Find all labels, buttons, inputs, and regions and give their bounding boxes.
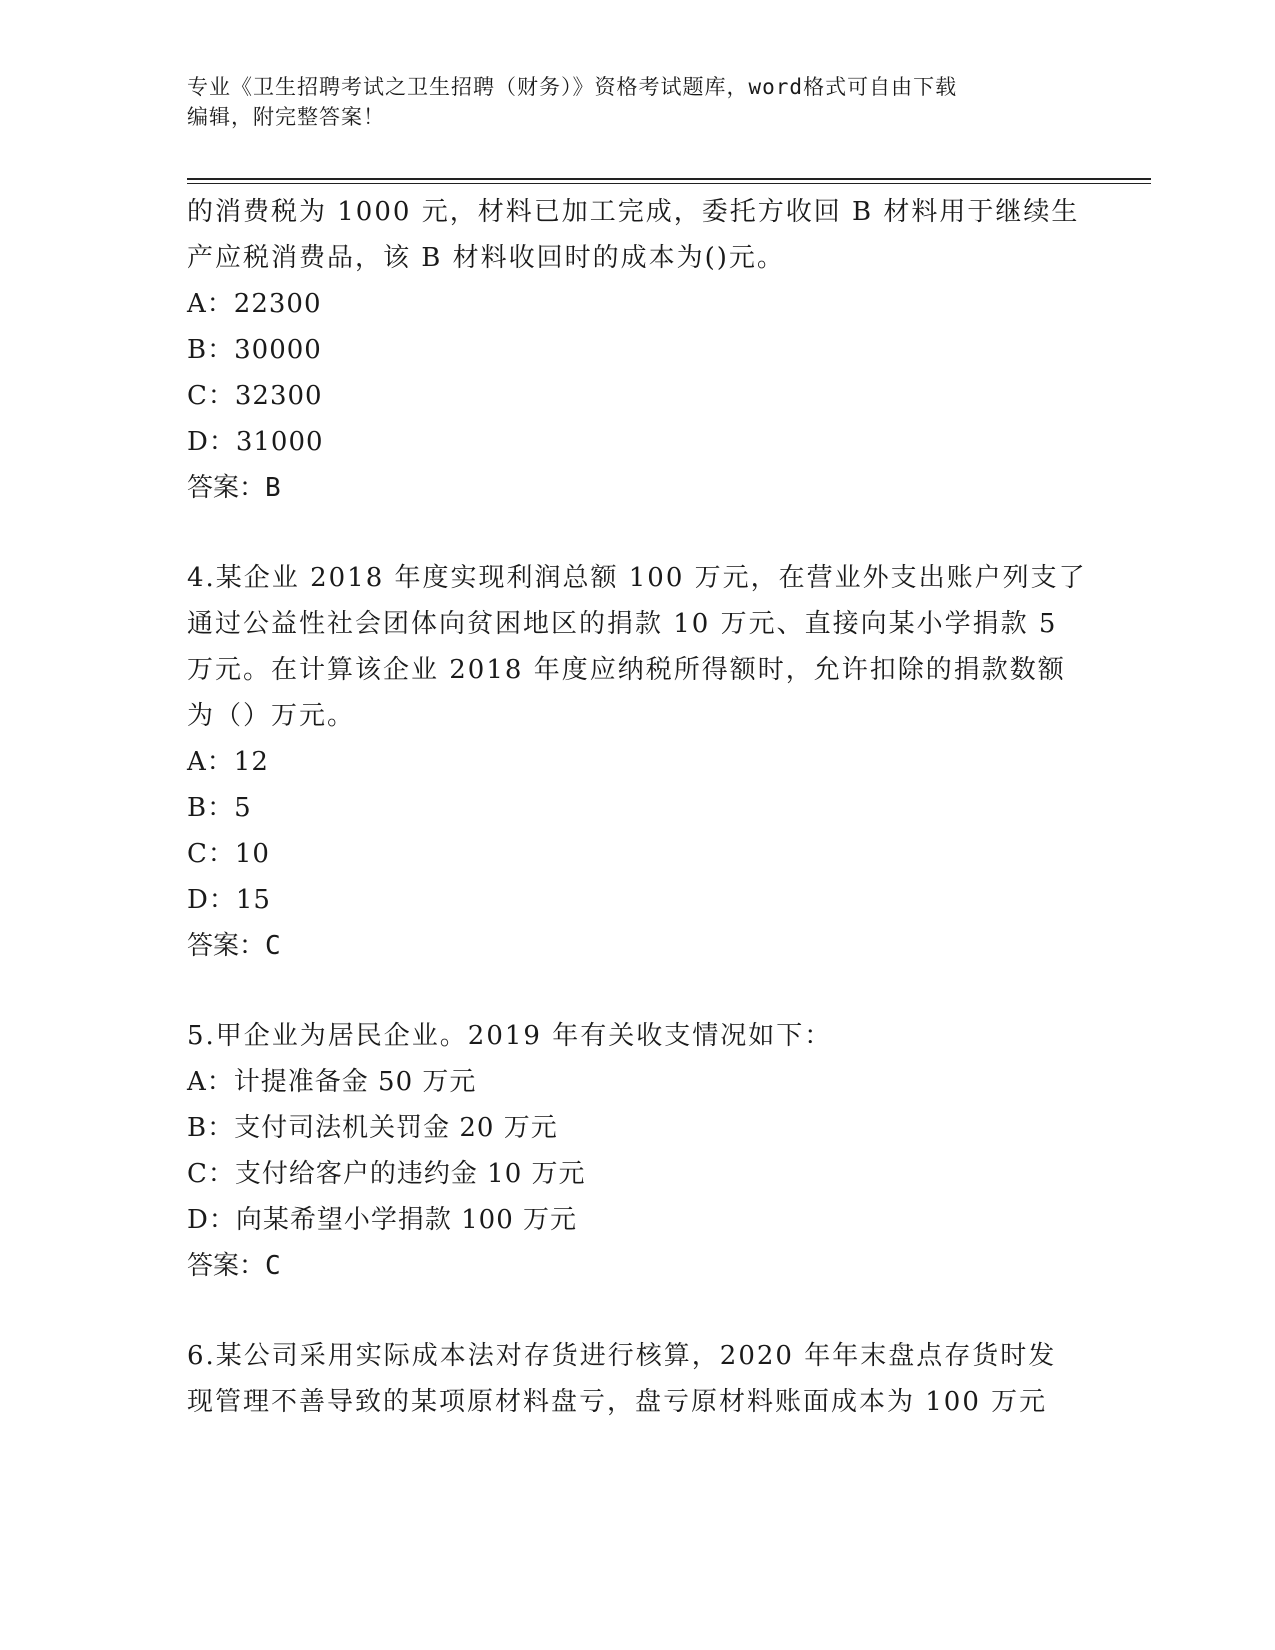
question-text-line: 6.某公司采用实际成本法对存货进行核算，2020 年年末盘点存货时发 — [187, 1341, 1057, 1371]
answer-label: 答案：C — [187, 931, 281, 961]
option-b: B：5 — [187, 793, 252, 823]
question-4 — [187, 555, 1087, 969]
option-b: B：30000 — [187, 335, 322, 365]
header-line-2: 编辑，附完整答案！ — [187, 105, 385, 129]
option-c: C：32300 — [187, 381, 323, 411]
question-6 — [187, 1333, 1087, 1425]
option-d: D：15 — [187, 885, 271, 915]
question-5 — [187, 1013, 1087, 1289]
option-a: A：12 — [187, 747, 269, 777]
question-text-line: 万元。在计算该企业 2018 年度应纳税所得额时，允许扣除的捐款数额 — [187, 655, 1066, 685]
option-b: B：支付司法机关罚金 20 万元 — [187, 1113, 558, 1143]
option-c: C：10 — [187, 839, 270, 869]
option-a: A：22300 — [187, 289, 322, 319]
header-divider-thin — [187, 183, 1151, 184]
question-text-line: 产应税消费品，该 B 材料收回时的成本为()元。 — [187, 243, 785, 273]
header-divider-thick — [187, 178, 1151, 180]
question-text-line: 5.甲企业为居民企业。2019 年有关收支情况如下： — [187, 1021, 833, 1051]
question-text-line: 为（）万元。 — [187, 701, 356, 731]
question-3 — [187, 189, 1087, 511]
answer-label: 答案：B — [187, 473, 281, 503]
question-text-line: 4.某企业 2018 年度实现利润总额 100 万元，在营业外支出账户列支了 — [187, 563, 1087, 593]
question-text-line: 通过公益性社会团体向贫困地区的捐款 10 万元、直接向某小学捐款 5 — [187, 609, 1058, 639]
question-list — [187, 189, 1087, 1425]
document-header — [187, 72, 1087, 132]
question-text-line: 的消费税为 1000 元，材料已加工完成，委托方收回 B 材料用于继续生 — [187, 197, 1080, 227]
option-d: D：向某希望小学捐款 100 万元 — [187, 1205, 578, 1235]
answer-label: 答案：C — [187, 1251, 281, 1281]
question-text-line: 现管理不善导致的某项原材料盘亏，盘亏原材料账面成本为 100 万元 — [187, 1387, 1048, 1417]
option-d: D：31000 — [187, 427, 324, 457]
header-line-1: 专业《卫生招聘考试之卫生招聘（财务）》资格考试题库，word格式可自由下载 — [187, 75, 958, 99]
option-a: A：计提准备金 50 万元 — [187, 1067, 477, 1097]
option-c: C：支付给客户的违约金 10 万元 — [187, 1159, 586, 1189]
